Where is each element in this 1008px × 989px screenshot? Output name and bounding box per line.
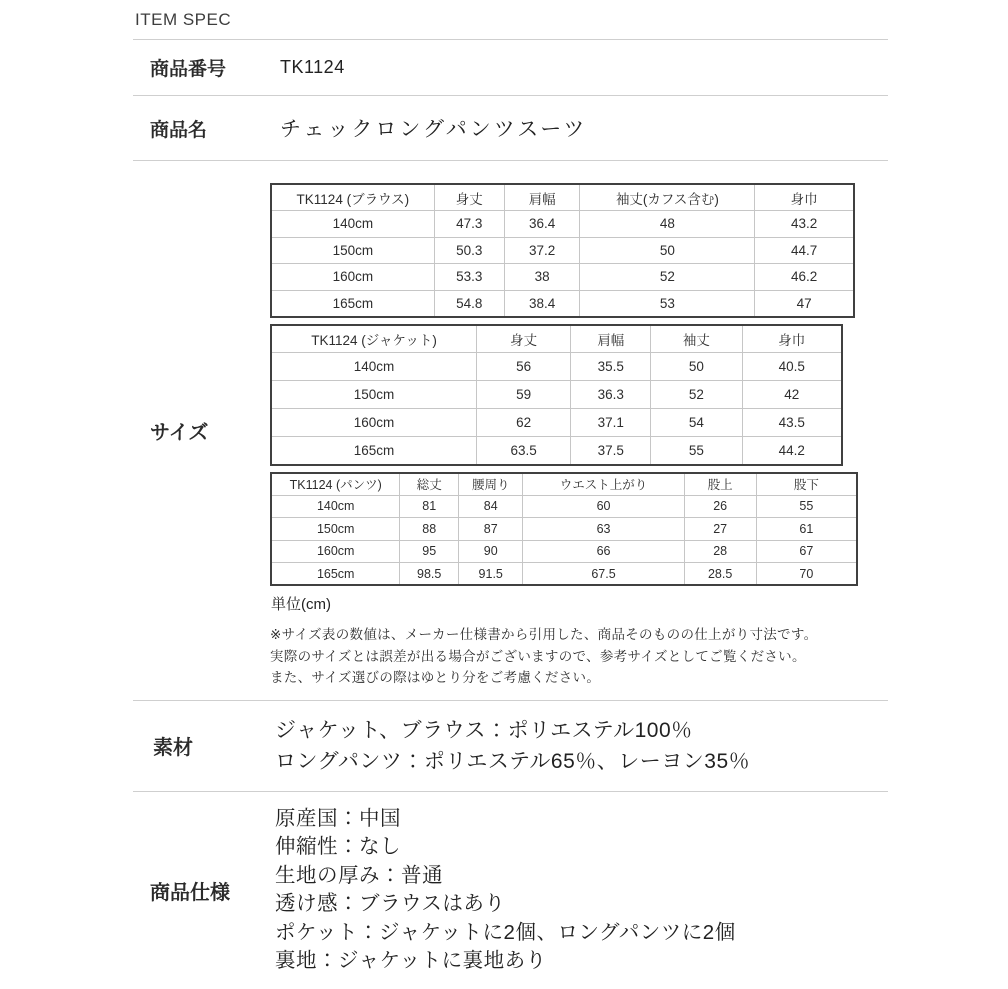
- size-row-label: 165cm: [271, 437, 477, 465]
- size-value: 67: [756, 540, 857, 563]
- size-value: 27: [684, 518, 756, 541]
- size-row-label: 150cm: [271, 237, 434, 264]
- size-value: 55: [651, 437, 742, 465]
- size-value: 43.2: [755, 211, 854, 238]
- size-row-label: 140cm: [271, 353, 477, 381]
- size-value: 36.3: [571, 381, 651, 409]
- size-value: 28: [684, 540, 756, 563]
- size-value: 81: [400, 495, 459, 518]
- size-value: 47: [755, 290, 854, 317]
- spec-section-label: 商品仕様: [150, 881, 230, 904]
- size-value: 54: [651, 409, 742, 437]
- column-header: 肩幅: [571, 325, 651, 353]
- size-value: 90: [459, 540, 523, 563]
- size-note-line: 実際のサイズとは誤差が出る場合がございますので、参考サイズとしてご覧ください。: [270, 648, 806, 664]
- size-value: 67.5: [523, 563, 684, 586]
- size-value: 35.5: [571, 353, 651, 381]
- spec-line: 裏地：ジャケットに裏地あり: [275, 949, 547, 972]
- column-header: 袖丈: [651, 325, 742, 353]
- size-table-title-cell: TK1124 (パンツ): [271, 473, 400, 496]
- size-value: 56: [477, 353, 571, 381]
- size-value: 38.4: [504, 290, 580, 317]
- size-section-content: [270, 161, 888, 700]
- size-value: 53: [580, 290, 755, 317]
- size-table-header-row: [271, 325, 842, 353]
- size-value: 36.4: [504, 211, 580, 238]
- size-value: 91.5: [459, 563, 523, 586]
- size-table-jacket: [270, 324, 843, 466]
- size-table-row: [271, 518, 857, 541]
- size-table-pants: [270, 472, 858, 587]
- spec-line: ポケット：ジャケットに2個、ロングパンツに2個: [275, 920, 736, 944]
- spec-line: 透け感：ブラウスはあり: [275, 892, 506, 915]
- size-value: 53.3: [434, 264, 504, 291]
- size-table-row: [271, 353, 842, 381]
- content-column: [133, 0, 888, 989]
- size-note-line: また、サイズ選びの際はゆとり分をご考慮ください。: [270, 670, 601, 685]
- size-section-label: サイズ: [150, 421, 209, 444]
- column-header: 総丈: [400, 473, 459, 496]
- size-value: 52: [580, 264, 755, 291]
- column-header: 身巾: [755, 184, 854, 211]
- product-name-row: [133, 96, 888, 160]
- size-value: 95: [400, 540, 459, 563]
- size-value: 54.8: [434, 290, 504, 317]
- size-table-row: [271, 409, 842, 437]
- size-row-label: 150cm: [271, 518, 400, 541]
- size-value: 63: [523, 518, 684, 541]
- size-row-label: 160cm: [271, 409, 477, 437]
- product-number-label: 商品番号: [150, 59, 227, 80]
- size-table-title-cell: TK1124 (ジャケット): [271, 325, 477, 353]
- size-value: 87: [459, 518, 523, 541]
- size-table-row: [271, 563, 857, 586]
- size-value: 37.1: [571, 409, 651, 437]
- size-table-row: [271, 264, 854, 291]
- product-name-value: チェックロングパンツスーツ: [280, 118, 588, 141]
- size-row-label: 160cm: [271, 540, 400, 563]
- spec-section: [133, 792, 888, 989]
- size-note-line: ※サイズ表の数値は、メーカー仕様書から引用した、商品そのものの仕上がり寸法です。: [270, 627, 818, 642]
- size-table-title-cell: TK1124 (ブラウス): [271, 184, 434, 211]
- column-header: 股上: [684, 473, 756, 496]
- size-value: 42: [742, 381, 842, 409]
- size-table-row: [271, 437, 842, 465]
- size-table-row: [271, 381, 842, 409]
- material-section: [133, 701, 888, 791]
- spec-line: 原産国：中国: [275, 806, 401, 830]
- column-header: 袖丈(カフス含む): [580, 184, 755, 211]
- column-header: 身巾: [742, 325, 842, 353]
- product-number-row: [133, 40, 888, 95]
- material-section-label: 素材: [153, 737, 193, 759]
- spec-line: 生地の厚み：普通: [275, 863, 443, 887]
- size-row-label: 160cm: [271, 264, 434, 291]
- size-value: 48: [580, 211, 755, 238]
- item-spec-heading: ITEM SPEC: [135, 10, 232, 29]
- size-notes: [270, 624, 888, 689]
- size-value: 62: [477, 409, 571, 437]
- size-value: 40.5: [742, 353, 842, 381]
- size-table-row: [271, 211, 854, 238]
- unit-label: 単位(cm): [271, 596, 331, 613]
- size-value: 37.5: [571, 437, 651, 465]
- size-section: [133, 161, 888, 700]
- size-value: 44.7: [755, 237, 854, 264]
- size-table-blouse: [270, 183, 855, 318]
- size-value: 61: [756, 518, 857, 541]
- size-table-row: [271, 540, 857, 563]
- size-value: 66: [523, 540, 684, 563]
- size-value: 70: [756, 563, 857, 586]
- size-value: 63.5: [477, 437, 571, 465]
- size-table-header-row: [271, 184, 854, 211]
- size-value: 98.5: [400, 563, 459, 586]
- size-row-label: 140cm: [271, 211, 434, 238]
- size-table-row: [271, 290, 854, 317]
- column-header: 股下: [756, 473, 857, 496]
- size-table-row: [271, 237, 854, 264]
- size-table-header-row: [271, 473, 857, 496]
- material-line: ジャケット、ブラウス：ポリエステル100％: [275, 718, 693, 742]
- spec-line: 伸縮性：なし: [275, 835, 401, 858]
- product-number-value: TK1124: [280, 57, 345, 77]
- size-table-row: [271, 495, 857, 518]
- size-value: 28.5: [684, 563, 756, 586]
- spec-lines: [270, 805, 736, 976]
- size-value: 88: [400, 518, 459, 541]
- size-row-label: 140cm: [271, 495, 400, 518]
- column-header: 腰周り: [459, 473, 523, 496]
- size-value: 37.2: [504, 237, 580, 264]
- size-value: 55: [756, 495, 857, 518]
- column-header: 身丈: [477, 325, 571, 353]
- size-value: 46.2: [755, 264, 854, 291]
- column-header: 身丈: [434, 184, 504, 211]
- size-value: 59: [477, 381, 571, 409]
- size-value: 44.2: [742, 437, 842, 465]
- size-value: 52: [651, 381, 742, 409]
- size-row-label: 150cm: [271, 381, 477, 409]
- size-row-label: 165cm: [271, 290, 434, 317]
- size-value: 50.3: [434, 237, 504, 264]
- size-value: 60: [523, 495, 684, 518]
- size-tables: [270, 183, 888, 586]
- size-value: 43.5: [742, 409, 842, 437]
- size-value: 50: [580, 237, 755, 264]
- column-header: 肩幅: [504, 184, 580, 211]
- size-value: 47.3: [434, 211, 504, 238]
- size-value: 50: [651, 353, 742, 381]
- size-row-label: 165cm: [271, 563, 400, 586]
- material-line: ロングパンツ：ポリエステル65％、レーヨン35％: [275, 749, 751, 773]
- size-value: 26: [684, 495, 756, 518]
- product-name-label: 商品名: [150, 119, 208, 141]
- column-header: ウエスト上がり: [523, 473, 684, 496]
- material-lines: [270, 715, 750, 777]
- size-value: 38: [504, 264, 580, 291]
- size-value: 84: [459, 495, 523, 518]
